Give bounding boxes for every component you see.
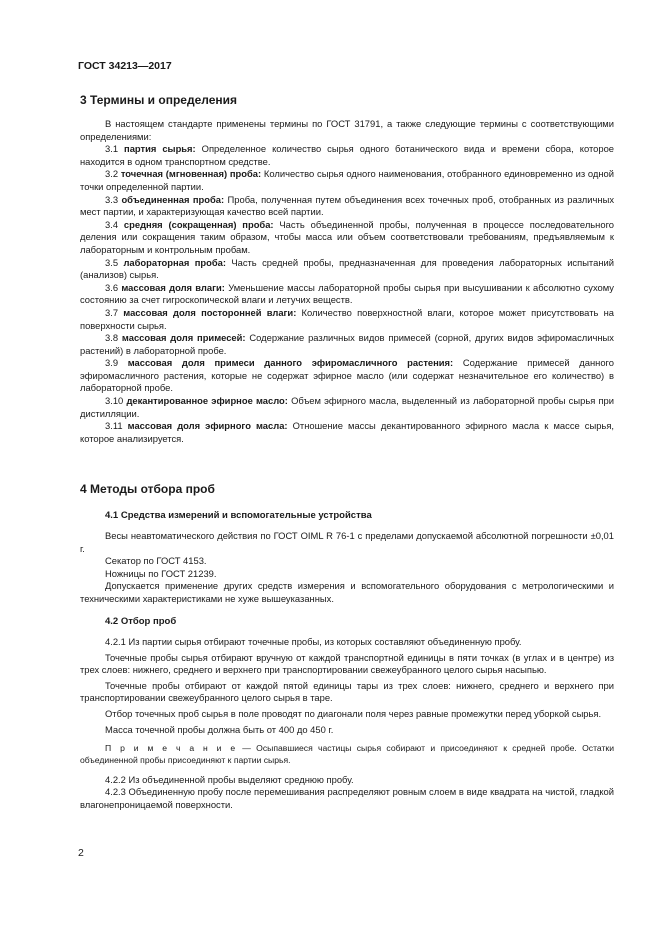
term-definition <box>80 143 614 168</box>
page-number: 2 <box>78 847 84 859</box>
term-text: Содержание различных видов примесей (сорной, других видов эфиромасличных растений) в лабораторной пробе. <box>80 332 614 356</box>
term-number: 3.2 <box>105 168 119 180</box>
term-text: Определенное количество сырья одного ботанического вида и времени сбора, которое находится в одном транспортном средстве. <box>80 143 615 167</box>
term-name: массовая доля эфирного масла: <box>127 420 288 432</box>
section-4-title: 4 Методы отбора проб <box>80 482 215 496</box>
paragraph: Точечные пробы отбирают от каждой пятой единицы тары из трех слоев: нижнего, среднего и верхнего при транспортировании свежеубранного целого сырья в таре. <box>80 679 614 704</box>
term-number: 3.10 <box>105 395 124 407</box>
term-definition <box>80 395 614 420</box>
paragraph: Ножницы по ГОСТ 21239. <box>105 567 217 579</box>
term-number: 3.8 <box>105 332 119 344</box>
section-3 <box>80 93 614 107</box>
term-number: 3.9 <box>105 357 119 369</box>
note-label: П р и м е ч а н и е <box>105 743 237 754</box>
paragraph: Допускается применение других средств измерения и вспомогательного оборудования с метрологическими и техническими характеристиками не хуже вышеуказанных. <box>80 580 614 604</box>
term-number: 3.11 <box>105 420 123 432</box>
term-definition <box>80 257 614 282</box>
term-number: 3.4 <box>105 218 119 230</box>
subsection-4-1-body <box>80 530 614 606</box>
term-name: средняя (сокращенная) проба: <box>123 218 274 230</box>
term-number: 3.5 <box>105 256 119 268</box>
term-definition <box>80 307 614 332</box>
subsection-4-2-title: 4.2 Отбор проб <box>105 616 177 627</box>
section-3-body <box>80 118 614 445</box>
term-name: точечная (мгновенная) проба: <box>120 168 262 180</box>
term-definition <box>80 168 614 193</box>
term-name: массовая доля влаги: <box>121 281 225 293</box>
subsection-4-1-title: 4.1 Средства измерений и вспомогательные устройства <box>105 510 372 521</box>
term-text: Уменьшение массы лабораторной пробы сырья при высушивании к абсолютно сухому состоянию за счет гигроскопической влаги и летучих веществ. <box>80 281 614 306</box>
term-definition <box>80 357 614 395</box>
term-name: лабораторная проба: <box>123 256 226 268</box>
paragraph: 4.2.1 Из партии сырья отбирают точечные пробы, из которых составляют объединенную пробу. <box>105 636 522 647</box>
paragraph: Масса точечной пробы должна быть от 400 до 450 г. <box>105 723 334 735</box>
term-text: Объем эфирного масла, выделенный из лабораторной пробы сырья при дистилляции. <box>80 395 615 419</box>
paragraph: Точечные пробы сырья отбирают вручную от каждой транспортной единицы в пяти точках (в углах и в центре) из трех слоев: нижнего, среднего и верхнего при транспортировании свежеубранного целого сырья насыпью. <box>80 651 614 676</box>
term-number: 3.1 <box>105 143 119 155</box>
section-3-intro: В настоящем стандарте применены термины по ГОСТ 31791, а также следующие термины с соответствующими определениями: <box>80 118 614 142</box>
term-definition <box>80 219 614 257</box>
terms-list <box>80 143 614 445</box>
term-text: Часть средней пробы, предназначенная для проведения лабораторных испытаний (анализов) сырья. <box>80 256 614 281</box>
paragraph: 4.2.3 Объединенную пробу после перемешивания распределяют ровным слоем в виде квадрата на чистой, гладкой влагонепроницаемой поверхности. <box>80 786 614 810</box>
section-4 <box>80 482 614 496</box>
section-3-title: 3 Термины и определения <box>80 93 238 107</box>
term-text: Количество поверхностной влаги, которое может присутствовать на поверхности сырья. <box>80 306 614 331</box>
term-text: Содержание примесей данного эфиромасличного растения, которые не содержат эфирное масло (или содержат незначительное его количество) в лабораторной пробе. <box>80 357 614 394</box>
note-text: — Осыпавшиеся частицы сырья собирают и присоединяют к средней пробе. Остатки объединенной пробы присоединяют к партии сырья. <box>80 743 614 765</box>
paragraph: Весы неавтоматического действия по ГОСТ OIML R 76-1 с пределами допускаемой абсолютной погрешности ±0,01 г. <box>80 530 614 554</box>
term-name: партия сырья: <box>124 143 196 155</box>
paragraph: Отбор точечных проб сырья в поле проводят по диагонали поля через равные промежутки перед уборкой сырья. <box>105 707 602 719</box>
term-name: массовая доля посторонней влаги: <box>123 306 297 318</box>
subsection-4-2-body <box>80 636 614 812</box>
subsection-4-1 <box>80 510 614 522</box>
term-definition <box>80 420 614 445</box>
term-number: 3.7 <box>105 306 119 318</box>
subsection-4-2 <box>80 616 614 628</box>
term-text: Отношение массы декантированного эфирного масла к массе сырья, которое анализируется. <box>80 420 614 444</box>
term-name: массовая доля примесей: <box>121 332 246 344</box>
term-name: декантированное эфирное масло: <box>126 395 288 407</box>
term-text: Количество сырья одного наименования, отобранного единовременно из одной точки определенной партии. <box>80 168 614 192</box>
term-definition <box>80 282 614 307</box>
term-number: 3.6 <box>105 281 119 293</box>
term-name: массовая доля примеси данного эфиромасличного растения: <box>127 357 454 369</box>
note <box>80 743 614 767</box>
paragraph: 4.2.2 Из объединенной пробы выделяют среднюю пробу. <box>105 773 354 785</box>
term-text: Часть объединенной пробы, полученная в процессе последовательного деления или сокращения таким образом, чтобы масса или объем соответствовали требованиям, предъявляемым к лабораторным и контрольным пробам. <box>80 218 614 255</box>
term-name: объединенная проба: <box>121 193 225 205</box>
paragraph: Секатор по ГОСТ 4153. <box>105 555 207 567</box>
term-definition <box>80 194 614 219</box>
term-definition <box>80 332 614 357</box>
standard-header: ГОСТ 34213—2017 <box>78 60 172 72</box>
term-text: Проба, полученная путем объединения всех точечных проб, отобранных из различных мест партии, и характеризующая качество всей партии. <box>80 193 615 218</box>
term-number: 3.3 <box>105 193 119 205</box>
